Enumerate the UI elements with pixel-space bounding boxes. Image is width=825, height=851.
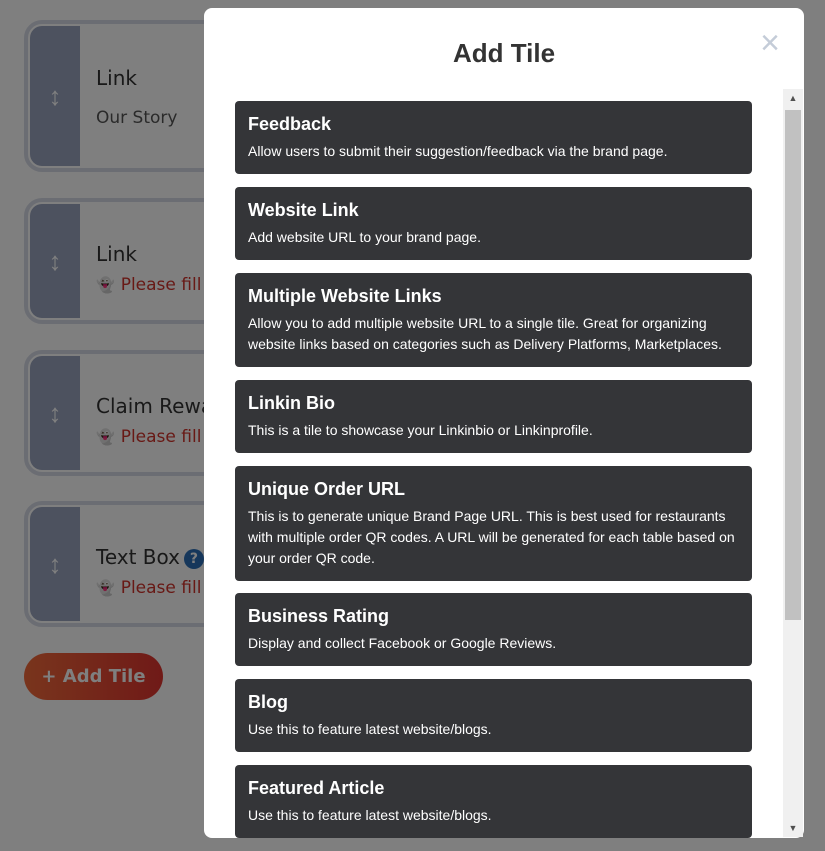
modal-scrollbar[interactable] [783,89,803,837]
option-title: Business Rating [248,606,390,626]
option-title: Featured Article [248,778,385,798]
option-title: Linkin Bio [248,393,335,413]
scroll-down-arrow-icon[interactable]: ▼ [788,823,798,833]
option-title: Website Link [248,200,359,220]
option-feedback[interactable] [235,101,752,174]
option-title: Feedback [248,114,332,134]
modal-title: Add Tile [452,38,556,68]
option-description: Display and collect Facebook or Google Reviews. [248,635,557,651]
option-description: Use this to feature latest website/blogs. [248,721,492,737]
option-business-rating[interactable] [235,593,752,666]
option-blog[interactable] [235,679,752,752]
option-unique-order-url[interactable] [235,466,752,581]
option-title: Unique Order URL [248,479,406,499]
option-description: Add website URL to your brand page. [248,229,481,245]
close-icon[interactable]: × [760,24,780,62]
option-description: Use this to feature latest website/blogs. [248,807,492,823]
option-description: This is a tile to showcase your Linkinbio or Linkinprofile. [248,422,593,438]
option-multiple-website-links[interactable] [235,273,752,367]
option-title: Blog [248,692,288,712]
option-title: Multiple Website Links [248,286,442,306]
add-tile-modal [204,8,804,838]
scroll-up-arrow-icon[interactable]: ▲ [788,93,798,103]
option-description: Allow you to add multiple website URL to a single tile. Great for organizing website links based on categories such as Delivery Platforms, Marketplaces. [248,315,722,352]
option-featured-article[interactable] [235,765,752,838]
scrollbar-thumb[interactable] [785,110,801,620]
option-linkin-bio[interactable] [235,380,752,453]
option-website-link[interactable] [235,187,752,260]
option-description: This is to generate unique Brand Page URL. This is best used for restaurants with multiple order QR codes. A URL will be generated for each table based on your order QR code. [248,508,735,566]
option-description: Allow users to submit their suggestion/feedback via the brand page. [248,143,668,159]
